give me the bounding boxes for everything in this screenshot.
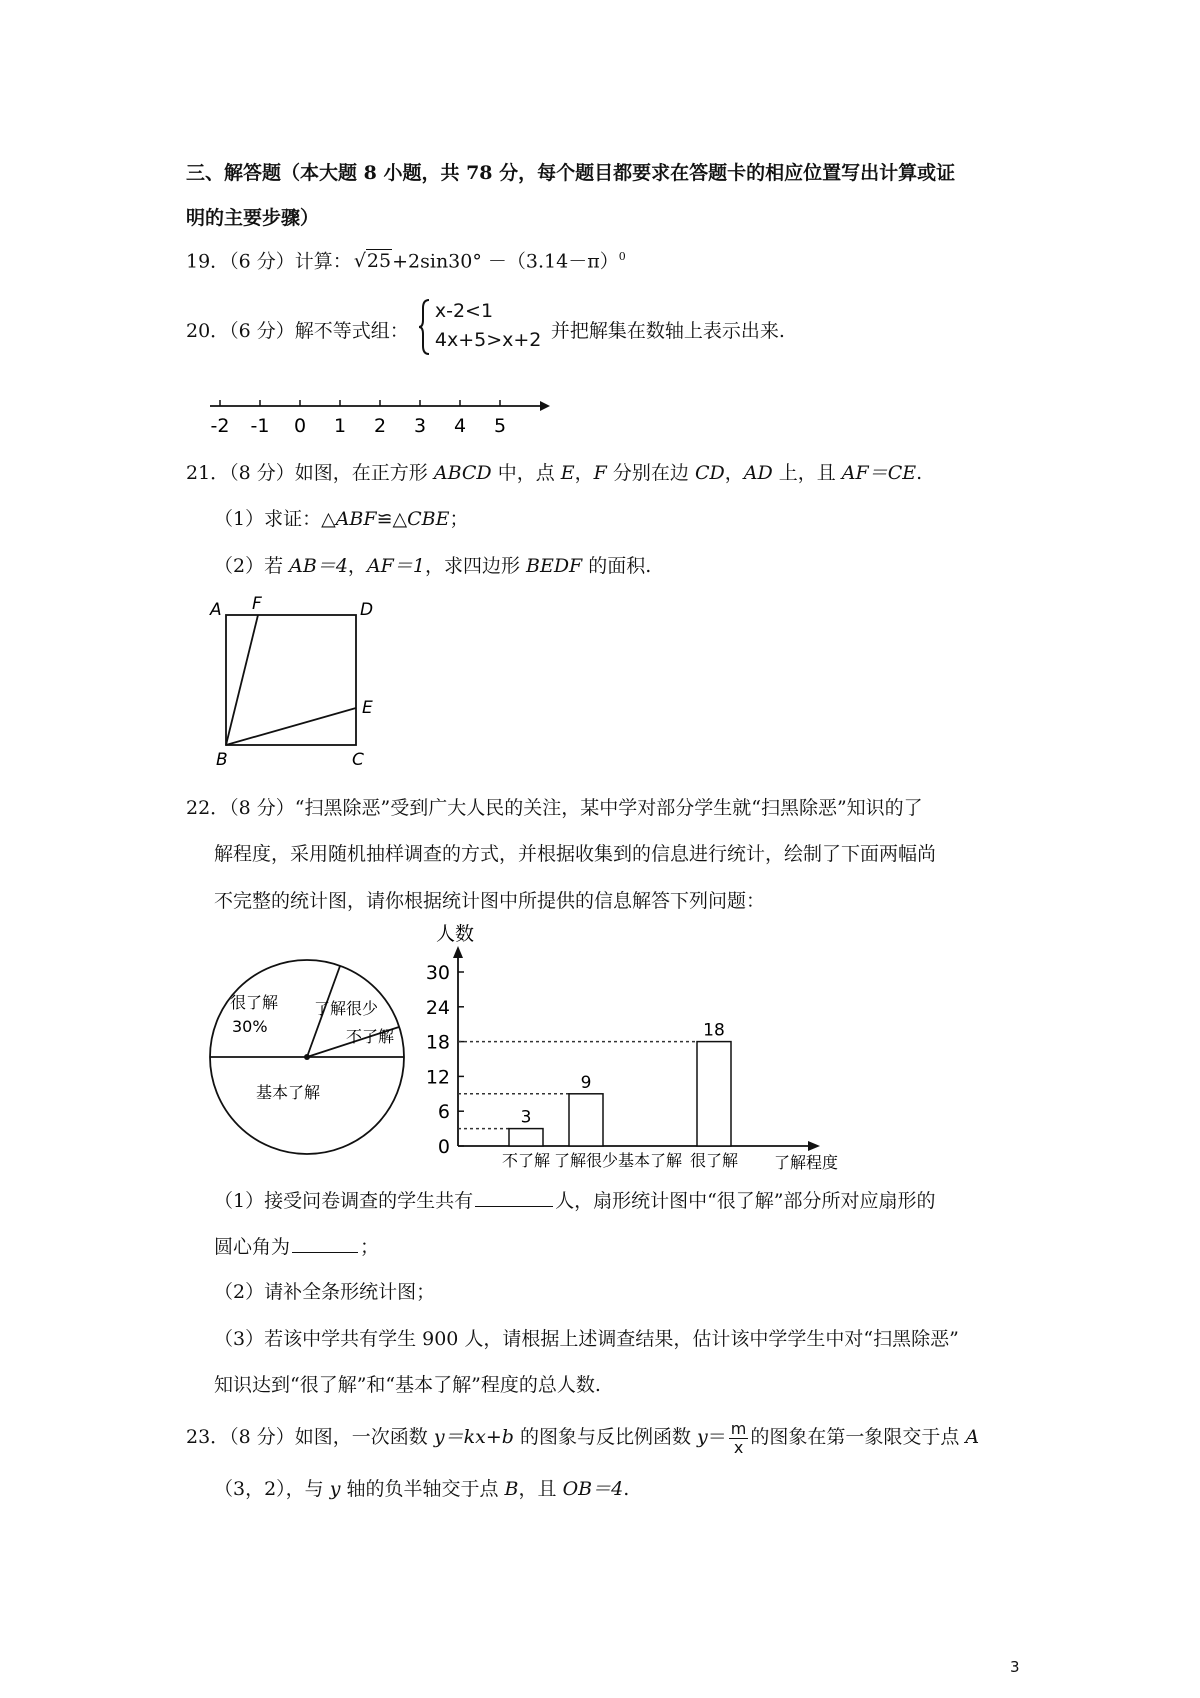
y-tick-label: 18	[425, 1031, 450, 1054]
x-axis-title: 了解程度	[774, 1153, 839, 1170]
q19-exponent: 0	[618, 250, 626, 263]
number-line-tick-label: 3	[413, 415, 427, 437]
y-tick-label: 12	[425, 1066, 450, 1089]
q21-text: ；	[449, 508, 469, 530]
y-tick-label: 6	[437, 1101, 450, 1124]
q21-text: ，	[724, 462, 744, 484]
q21-text: 上，且	[772, 462, 842, 484]
question-22-line1: 22．（8 分）“扫黑除恶”受到广大人民的关注，某中学对部分学生就“扫黑除恶”知识的了	[186, 797, 923, 819]
bar-value-label: 18	[703, 1020, 725, 1041]
pie-label-percent: 30%	[232, 1017, 268, 1036]
fraction-denominator: x	[733, 1437, 744, 1457]
bar-chart	[404, 920, 864, 1170]
q23-point-b: B	[504, 1478, 519, 1500]
number-line	[200, 388, 560, 438]
segment-bf	[226, 615, 258, 745]
pie-label-none: 不了解	[346, 1027, 395, 1046]
q21-text: （2）若	[214, 555, 290, 577]
x-axis-arrow-icon	[808, 1141, 820, 1151]
q23-point-a: A	[965, 1426, 980, 1449]
question-22-part3-cont: 知识达到“很了解”和“基本了解”程度的总人数.	[214, 1374, 601, 1396]
question-20	[186, 300, 785, 362]
q21-text: ≌△	[376, 508, 408, 530]
x-tick-label: 了解很少	[553, 1151, 619, 1170]
q20-prefix: 20．（6 分）解不等式组：	[186, 320, 409, 342]
section-heading-line1: 三、解答题（本大题 8 小题，共 78 分，每个题目都要求在答题卡的相应位置写出计算或证	[186, 162, 956, 184]
bar-value-label: 9	[580, 1072, 592, 1093]
bar-value-label: 3	[520, 1107, 532, 1128]
q23-text: .	[623, 1478, 630, 1500]
fraction-numerator: m	[730, 1419, 747, 1438]
q23-linear-function: y＝kx+b	[433, 1426, 514, 1449]
q23-text: 的图象与反比例函数	[513, 1426, 697, 1449]
x-tick-label: 很了解	[689, 1151, 739, 1170]
q21-text: 的面积.	[582, 555, 652, 577]
x-labels	[502, 1151, 738, 1170]
q23-text: 23．（8 分）如图，一次函数	[186, 1426, 434, 1449]
segment-be	[226, 708, 356, 745]
q21-ad: AD	[743, 462, 773, 484]
bars	[509, 1021, 731, 1146]
bar	[697, 1042, 731, 1146]
answer-blank[interactable]	[292, 1234, 358, 1253]
q21-text: ，	[574, 462, 594, 484]
q23-text: 轴的负半轴交于点	[340, 1478, 505, 1500]
question-22-part1-cont	[214, 1234, 379, 1259]
number-line-tick-label: -1	[250, 415, 270, 437]
page-number: 3	[1010, 1658, 1020, 1676]
question-23-line2	[214, 1478, 629, 1501]
inequality-2: 4x+5>x+2	[434, 329, 542, 351]
sqrt-radicand: 25	[366, 250, 392, 273]
q21-text: 21．（8 分）如图，在正方形	[186, 462, 434, 484]
pie-center	[304, 1054, 310, 1060]
sqrt-expression: √25	[353, 250, 392, 273]
inequality-1: x-2<1	[434, 300, 494, 322]
fraction-m-over-x	[729, 1420, 749, 1456]
y-axis-arrow-icon	[453, 946, 463, 958]
q23-y: y	[329, 1478, 341, 1500]
x-tick-label: 基本了解	[617, 1151, 683, 1170]
q21-point-e: E	[560, 462, 575, 484]
q21-text: （1）求证：△	[214, 508, 336, 530]
q23-text: ，且	[518, 1478, 563, 1500]
number-line-tick-label: 4	[453, 415, 467, 437]
question-22-part2: （2）请补全条形统计图；	[214, 1281, 436, 1303]
y-axis-title: 人数	[436, 923, 475, 945]
q21-text: ，求四边形	[424, 555, 526, 577]
q19-prefix: 19．（6 分）计算：	[186, 250, 352, 273]
question-19	[186, 250, 626, 273]
q22-text: 人，扇形统计图中“很了解”部分所对应扇形的	[555, 1190, 936, 1212]
bar	[509, 1129, 543, 1146]
square-abcd	[226, 615, 356, 745]
question-21	[186, 462, 922, 485]
pie-label-little: 了解很少	[314, 999, 379, 1018]
q21-ab4: AB＝4	[289, 555, 348, 577]
label-c: C	[352, 750, 364, 770]
q19-rest: +2sin30° －（3.14－π）	[392, 250, 619, 273]
q23-ob: OB＝4	[562, 1478, 624, 1500]
number-line-tick-label: 0	[293, 415, 307, 437]
q21-af-eq-ce: AF＝CE	[841, 462, 917, 484]
label-f: F	[252, 595, 262, 614]
q21-text: 分别在边	[606, 462, 695, 484]
label-e: E	[362, 698, 373, 718]
q21-point-f: F	[593, 462, 607, 484]
q21-cbe: CBE	[407, 508, 450, 530]
q23-y: y	[697, 1426, 708, 1449]
q21-bedf: BEDF	[525, 555, 583, 577]
number-line-tick-label: -2	[210, 415, 230, 437]
q21-abcd: ABCD	[433, 462, 492, 484]
number-line-tick-label: 2	[373, 415, 387, 437]
question-23-line1	[186, 1420, 979, 1456]
q20-suffix: 并把解集在数轴上表示出来.	[550, 320, 785, 342]
question-22-line2: 解程度，采用随机抽样调查的方式，并根据收集到的信息进行统计，绘制了下面两幅尚	[214, 843, 937, 865]
y-tick-label: 24	[425, 996, 450, 1019]
question-21-part1	[214, 508, 469, 531]
label-a: A	[210, 600, 222, 620]
label-d: D	[360, 600, 374, 620]
q21-text: ，	[347, 555, 367, 577]
q21-abf: ABF	[335, 508, 377, 530]
number-line-arrow-icon	[540, 401, 550, 411]
question-22-line3: 不完整的统计图，请你根据统计图中所提供的信息解答下列问题：	[214, 890, 766, 912]
section-heading-line2: 明的主要步骤）	[186, 207, 320, 229]
q23-text: 的图象在第一象限交于点	[750, 1426, 966, 1449]
q21-cd: CD	[694, 462, 725, 484]
label-b: B	[216, 750, 228, 770]
q21-af1: AF＝1	[366, 555, 425, 577]
y-tick-label: 30	[425, 962, 450, 984]
bar	[569, 1094, 603, 1146]
x-tick-label: 不了解	[501, 1151, 551, 1170]
q22-text: （1）接受问卷调查的学生共有	[214, 1190, 474, 1212]
question-22-part3: （3）若该中学共有学生 900 人，请根据上述调查结果，估计该中学学生中对“扫黑除恶”	[214, 1328, 959, 1350]
pie-label-very: 很了解	[230, 993, 279, 1012]
pie-label-basic: 基本了解	[256, 1083, 321, 1102]
question-22-part1	[214, 1188, 936, 1213]
q23-text: （3，2），与	[214, 1478, 330, 1500]
number-line-tick-label: 1	[333, 415, 347, 437]
question-21-part2	[214, 555, 651, 578]
q22-text: ；	[360, 1236, 380, 1258]
number-line-tick-label: 5	[493, 415, 507, 437]
q23-text: ＝	[707, 1426, 727, 1449]
square-figure	[200, 595, 390, 775]
q21-text: .	[916, 462, 923, 484]
q22-text: 圆心角为	[214, 1236, 291, 1258]
inequality-system	[419, 296, 549, 358]
answer-blank[interactable]	[475, 1188, 553, 1207]
y-tick-label: 0	[437, 1136, 450, 1158]
pie-chart	[206, 958, 416, 1168]
q21-text: 中，点	[491, 462, 561, 484]
